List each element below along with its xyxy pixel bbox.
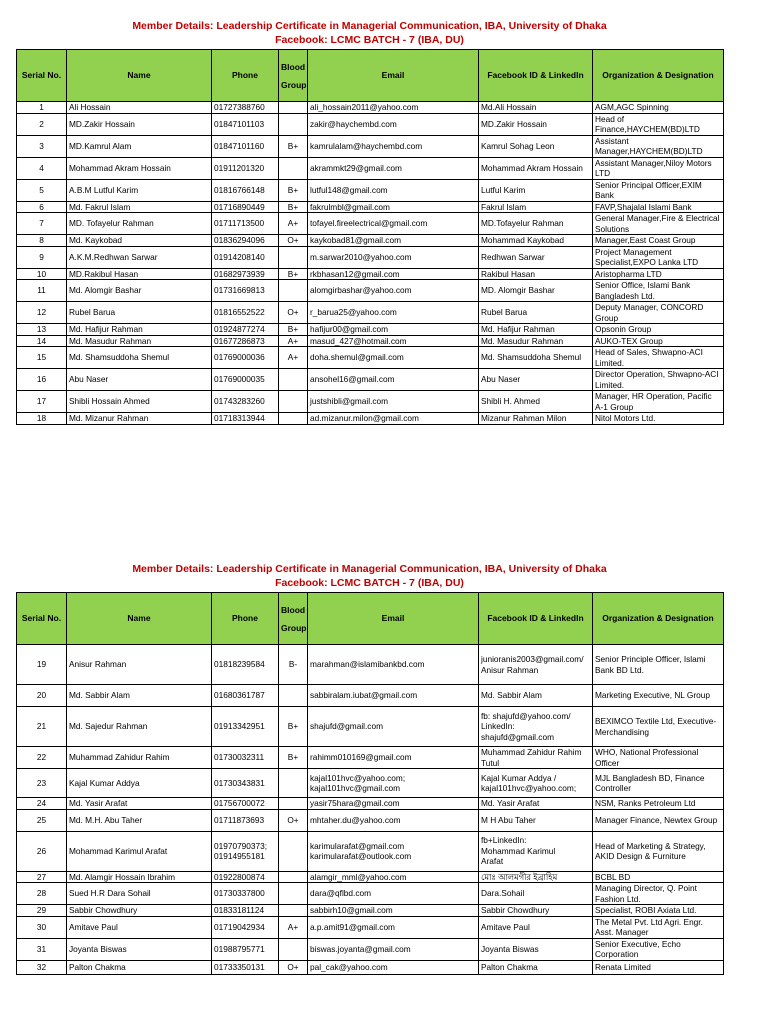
cell-blood-group: A+ [279,335,308,347]
cell-email: alomgirbashar@yahoo.com [308,280,479,302]
cell-name: Md. Sabbir Alam [67,685,212,707]
table-row [17,235,724,247]
cell-email: yasir75hara@gmail.com [308,798,479,810]
cell-phone: 01711873693 [212,809,279,831]
cell-phone: 01818239584 [212,645,279,685]
cell-facebook: Md. Sabbir Alam [479,685,593,707]
cell-blood-group [279,157,308,179]
cell-organization: BCBL BD [593,871,724,883]
cell-organization: Specialist, ROBI Axiata Ltd. [593,905,724,917]
section-2-title [16,562,723,590]
section-title-line2: Facebook: LCMC BATCH - 7 (IBA, DU) [275,577,464,589]
cell-serial: 18 [17,413,67,425]
cell-serial: 4 [17,157,67,179]
cell-organization: NSM, Ranks Petroleum Ltd [593,798,724,810]
table-row [17,179,724,201]
cell-email: zakir@haychembd.com [308,113,479,135]
cell-facebook: Muhammad Zahidur Rahim Tutul [479,747,593,769]
cell-organization: General Manager,Fire & Electrical Solutions [593,213,724,235]
cell-organization: Renata Limited [593,960,724,974]
cell-serial: 15 [17,347,67,369]
header-facebook: Facebook ID & LinkedIn [479,593,593,645]
cell-facebook: Palton Chakma [479,960,593,974]
table-row [17,905,724,917]
cell-serial: 9 [17,246,67,268]
cell-serial: 6 [17,201,67,213]
cell-blood-group [279,685,308,707]
cell-phone: 01847101160 [212,135,279,157]
header-organization: Organization & Designation [593,593,724,645]
cell-phone: 01680361787 [212,685,279,707]
header-name: Name [67,593,212,645]
cell-organization: Manager,East Coast Group [593,235,724,247]
cell-phone: 01677286873 [212,335,279,347]
cell-phone: 01847101103 [212,113,279,135]
cell-phone: 01682973939 [212,268,279,280]
cell-blood-group [279,938,308,960]
cell-blood-group [279,871,308,883]
cell-name: Mohammad Karimul Arafat [67,831,212,871]
cell-blood-group: A+ [279,213,308,235]
table-row [17,201,724,213]
cell-serial: 29 [17,905,67,917]
cell-name: Abu Naser [67,369,212,391]
table-row [17,707,724,747]
cell-blood-group [279,413,308,425]
section-2 [16,562,723,975]
cell-serial: 28 [17,883,67,905]
table-row [17,157,724,179]
cell-facebook: fb+LinkedIn: Mohammad Karimul Arafat [479,831,593,871]
cell-phone: 01743283260 [212,391,279,413]
cell-name: A.K.M.Redhwan Sarwar [67,246,212,268]
cell-phone: 01719042934 [212,916,279,938]
table-row [17,685,724,707]
cell-organization: Managing Director, Q. Point Fashion Ltd. [593,883,724,905]
cell-name: Md. Shamsuddoha Shemul [67,347,212,369]
cell-name: Sued H.R Dara Sohail [67,883,212,905]
cell-facebook: Md. Shamsuddoha Shemul [479,347,593,369]
cell-organization: Project Management Specialist,EXPO Lanka LTD [593,246,724,268]
header-organization: Organization & Designation [593,50,724,102]
cell-organization: Senior Principle Officer, Islami Bank BD Ltd. [593,645,724,685]
cell-phone: 01836294096 [212,235,279,247]
cell-facebook: Md. Hafijur Rahman [479,324,593,336]
cell-name: Md. Hafijur Rahman [67,324,212,336]
cell-blood-group: O+ [279,809,308,831]
cell-facebook: Mohammad Akram Hossain [479,157,593,179]
cell-facebook: Abu Naser [479,369,593,391]
cell-serial: 17 [17,391,67,413]
header-serial: Serial No. [17,50,67,102]
table-row [17,883,724,905]
cell-phone: 01730343831 [212,769,279,798]
cell-facebook: Redhwan Sarwar [479,246,593,268]
table-row [17,335,724,347]
cell-email: karimularafat@gmail.com karimularafat@outlook.com [308,831,479,871]
table-row [17,831,724,871]
cell-serial: 10 [17,268,67,280]
cell-serial: 30 [17,916,67,938]
cell-phone: 01911201320 [212,157,279,179]
cell-serial: 25 [17,809,67,831]
cell-serial: 2 [17,113,67,135]
cell-serial: 21 [17,707,67,747]
cell-phone: 01816552522 [212,302,279,324]
cell-email: r_barua25@yahoo.com [308,302,479,324]
cell-serial: 12 [17,302,67,324]
cell-name: Joyanta Biswas [67,938,212,960]
cell-organization: Marketing Executive, NL Group [593,685,724,707]
header-phone: Phone [212,593,279,645]
cell-email: pal_cak@yahoo.com [308,960,479,974]
cell-name: Rubel Barua [67,302,212,324]
header-name: Name [67,50,212,102]
cell-name: Md. M.H. Abu Taher [67,809,212,831]
cell-email: hafijur00@gmail.com [308,324,479,336]
table-row [17,347,724,369]
cell-blood-group [279,831,308,871]
cell-phone: 01914208140 [212,246,279,268]
cell-email: mhtaher.du@yahoo.com [308,809,479,831]
section-1 [16,19,723,425]
cell-email: shajufd@gmail.com [308,707,479,747]
header-phone: Phone [212,50,279,102]
cell-phone: 01922800874 [212,871,279,883]
cell-organization: Nitol Motors Ltd. [593,413,724,425]
cell-facebook: Sabbir Chowdhury [479,905,593,917]
cell-blood-group: O+ [279,302,308,324]
cell-organization: AUKO-TEX Group [593,335,724,347]
cell-organization: MJL Bangladesh BD, Finance Controller [593,769,724,798]
table-row [17,324,724,336]
cell-organization: AGM,AGC Spinning [593,102,724,114]
cell-blood-group: B+ [279,747,308,769]
cell-serial: 32 [17,960,67,974]
cell-name: Ali Hossain [67,102,212,114]
cell-email: akrammkt29@gmail.com [308,157,479,179]
cell-blood-group: A+ [279,916,308,938]
cell-facebook: মোঃ আলমগীর ইব্রাহিম [479,871,593,883]
cell-organization: Deputy Manager, CONCORD Group [593,302,724,324]
cell-phone: 01733350131 [212,960,279,974]
cell-name: Kajal Kumar Addya [67,769,212,798]
cell-blood-group [279,113,308,135]
header-serial: Serial No. [17,593,67,645]
cell-facebook: Mohammad Kaykobad [479,235,593,247]
cell-serial: 7 [17,213,67,235]
table-row [17,413,724,425]
cell-blood-group: B+ [279,707,308,747]
table-row [17,391,724,413]
cell-phone: 01718313944 [212,413,279,425]
cell-name: Md. Yasir Arafat [67,798,212,810]
cell-serial: 27 [17,871,67,883]
cell-email: dara@qflbd.com [308,883,479,905]
cell-phone: 01833181124 [212,905,279,917]
cell-phone: 01731669813 [212,280,279,302]
cell-organization: Senior Office, Islami Bank Bangladesh Ltd. [593,280,724,302]
cell-blood-group: A+ [279,347,308,369]
cell-name: Palton Chakma [67,960,212,974]
cell-blood-group: O+ [279,235,308,247]
table-row [17,246,724,268]
cell-blood-group: B+ [279,201,308,213]
cell-email: tofayel.fireelectrical@gmail.com [308,213,479,235]
cell-organization: Aristopharma LTD [593,268,724,280]
cell-name: Amitave Paul [67,916,212,938]
table-row [17,809,724,831]
cell-name: Md. Sajedur Rahman [67,707,212,747]
header-blood-group: Blood Group [279,593,308,645]
cell-organization: Head of Sales, Shwapno-ACI Limited. [593,347,724,369]
cell-email: marahman@islamibankbd.com [308,645,479,685]
cell-blood-group [279,883,308,905]
header-email: Email [308,593,479,645]
cell-organization: Senior Executive, Echo Corporation [593,938,724,960]
cell-name: Muhammad Zahidur Rahim [67,747,212,769]
member-table-2 [16,592,724,975]
cell-facebook: Mizanur Rahman Milon [479,413,593,425]
cell-email: kamrulalam@haychembd.com [308,135,479,157]
cell-email: sabbiralam.iubat@gmail.com [308,685,479,707]
cell-serial: 1 [17,102,67,114]
cell-name: MD.Kamrul Alam [67,135,212,157]
table-row [17,769,724,798]
table-row [17,280,724,302]
cell-blood-group [279,102,308,114]
cell-email: kajal101hvc@yahoo.com; kajal101hvc@gmail.com [308,769,479,798]
table-row [17,113,724,135]
cell-email: rahimm010169@gmail.com [308,747,479,769]
table-row [17,213,724,235]
cell-email: alamgir_mml@yahoo.com [308,871,479,883]
cell-email: doha.shemul@gmail.com [308,347,479,369]
cell-organization: Assistant Manager,Niloy Motors LTD [593,157,724,179]
cell-phone: 01913342951 [212,707,279,747]
table-row [17,268,724,280]
header-row [17,593,724,645]
cell-email: biswas.joyanta@gmail.com [308,938,479,960]
table-row [17,369,724,391]
cell-facebook: MD. Alomgir Bashar [479,280,593,302]
table-row [17,747,724,769]
header-blood-group: Blood Group [279,50,308,102]
cell-email: masud_427@hotmail.com [308,335,479,347]
cell-email: kaykobad81@gmail.com [308,235,479,247]
table-row [17,871,724,883]
cell-blood-group [279,280,308,302]
cell-facebook: Fakrul Islam [479,201,593,213]
cell-facebook: Kamrul Sohag Leon [479,135,593,157]
cell-email: ad.mizanur.milon@gmail.com [308,413,479,425]
cell-phone: 01816766148 [212,179,279,201]
cell-serial: 24 [17,798,67,810]
cell-blood-group [279,905,308,917]
cell-serial: 13 [17,324,67,336]
member-table-1 [16,49,724,425]
table-row [17,102,724,114]
cell-organization: The Metal Pvt. Ltd Agri. Engr. Asst. Manager [593,916,724,938]
cell-blood-group [279,769,308,798]
cell-blood-group: B+ [279,268,308,280]
cell-facebook: MD.Tofayelur Rahman [479,213,593,235]
table-row [17,645,724,685]
header-row [17,50,724,102]
cell-serial: 5 [17,179,67,201]
cell-blood-group [279,369,308,391]
cell-phone: 01730337800 [212,883,279,905]
section-title-line2: Facebook: LCMC BATCH - 7 (IBA, DU) [275,34,464,46]
cell-facebook: Kajal Kumar Addya / kajal101hvc@yahoo.com; [479,769,593,798]
cell-serial: 31 [17,938,67,960]
cell-organization: Opsonin Group [593,324,724,336]
section-1-title [16,19,723,47]
table-row [17,938,724,960]
cell-organization: Manager, HR Operation, Pacific A-1 Group [593,391,724,413]
cell-phone: 01769000035 [212,369,279,391]
cell-email: sabbirh10@gmail.com [308,905,479,917]
table-row [17,798,724,810]
cell-organization: Head of Finance,HAYCHEM(BD)LTD [593,113,724,135]
cell-facebook: Joyanta Biswas [479,938,593,960]
cell-facebook: Rakibul Hasan [479,268,593,280]
cell-blood-group [279,391,308,413]
cell-serial: 3 [17,135,67,157]
cell-organization: Senior Principal Officer,EXIM Bank [593,179,724,201]
cell-blood-group [279,798,308,810]
cell-blood-group: B+ [279,179,308,201]
cell-organization: Director Operation, Shwapno-ACI Limited. [593,369,724,391]
cell-facebook: Md. Masudur Rahman [479,335,593,347]
cell-name: Md. Mizanur Rahman [67,413,212,425]
cell-serial: 11 [17,280,67,302]
cell-facebook: Amitave Paul [479,916,593,938]
cell-phone: 01730032311 [212,747,279,769]
cell-email: rkbhasan12@gmail.com [308,268,479,280]
table-row [17,302,724,324]
table-row [17,135,724,157]
cell-facebook: Dara.Sohail [479,883,593,905]
cell-name: A.B.M Lutful Karim [67,179,212,201]
table-row [17,960,724,974]
cell-phone: 01756700072 [212,798,279,810]
table-row [17,916,724,938]
cell-blood-group: B- [279,645,308,685]
cell-serial: 8 [17,235,67,247]
cell-organization: WHO, National Professional Officer [593,747,724,769]
cell-serial: 23 [17,769,67,798]
cell-phone: 01711713500 [212,213,279,235]
cell-blood-group [279,246,308,268]
cell-email: ali_hossain2011@yahoo.com [308,102,479,114]
cell-email: m.sarwar2010@yahoo.com [308,246,479,268]
cell-blood-group: B+ [279,324,308,336]
section-title-line1: Member Details: Leadership Certificate in Managerial Communication, IBA, University of Dhaka [132,20,607,32]
cell-name: Mohammad Akram Hossain [67,157,212,179]
cell-name: Sabbir Chowdhury [67,905,212,917]
cell-name: Anisur Rahman [67,645,212,685]
cell-facebook: Md.Ali Hossain [479,102,593,114]
cell-email: ansohel16@gmail.com [308,369,479,391]
cell-phone: 01716890449 [212,201,279,213]
cell-serial: 16 [17,369,67,391]
cell-facebook: junioranis2003@gmail.com/ Anisur Rahman [479,645,593,685]
cell-name: MD.Zakir Hossain [67,113,212,135]
cell-phone: 01924877274 [212,324,279,336]
cell-facebook: Lutful Karim [479,179,593,201]
cell-blood-group: B+ [279,135,308,157]
cell-phone: 01769000036 [212,347,279,369]
header-facebook: Facebook ID & LinkedIn [479,50,593,102]
cell-blood-group: O+ [279,960,308,974]
cell-facebook: Md. Yasir Arafat [479,798,593,810]
cell-name: Md. Alomgir Bashar [67,280,212,302]
cell-name: Shibli Hossain Ahmed [67,391,212,413]
cell-phone: 01988795771 [212,938,279,960]
cell-email: fakrulmbl@gmail.com [308,201,479,213]
section-title-line1: Member Details: Leadership Certificate in Managerial Communication, IBA, University of Dhaka [132,563,607,575]
cell-name: MD.Rakibul Hasan [67,268,212,280]
cell-facebook: fb: shajufd@yahoo.com/ LinkedIn: shajufd@gmail.com [479,707,593,747]
cell-serial: 14 [17,335,67,347]
cell-organization: BEXIMCO Textile Ltd, Executive- Merchandising [593,707,724,747]
cell-name: Md. Fakrul Islam [67,201,212,213]
cell-email: justshibli@gmail.com [308,391,479,413]
cell-name: MD. Tofayelur Rahman [67,213,212,235]
cell-facebook: MD.Zakir Hossain [479,113,593,135]
cell-email: lutful148@gmail.com [308,179,479,201]
cell-serial: 20 [17,685,67,707]
cell-serial: 26 [17,831,67,871]
cell-organization: Manager Finance, Newtex Group [593,809,724,831]
cell-facebook: Shibli H. Ahmed [479,391,593,413]
cell-name: Md. Kaykobad [67,235,212,247]
header-email: Email [308,50,479,102]
cell-organization: FAVP,Shajalal Islami Bank [593,201,724,213]
cell-facebook: Rubel Barua [479,302,593,324]
cell-email: a.p.amit91@gmail.com [308,916,479,938]
cell-phone: 01970790373; 01914955181 [212,831,279,871]
cell-organization: Head of Marketing & Strategy, AKID Design & Furniture [593,831,724,871]
cell-name: Md. Masudur Rahman [67,335,212,347]
cell-serial: 19 [17,645,67,685]
cell-serial: 22 [17,747,67,769]
cell-phone: 01727388760 [212,102,279,114]
cell-organization: Assistant Manager,HAYCHEM(BD)LTD [593,135,724,157]
cell-name: Md. Alamgir Hossain Ibrahim [67,871,212,883]
cell-facebook: M H Abu Taher [479,809,593,831]
